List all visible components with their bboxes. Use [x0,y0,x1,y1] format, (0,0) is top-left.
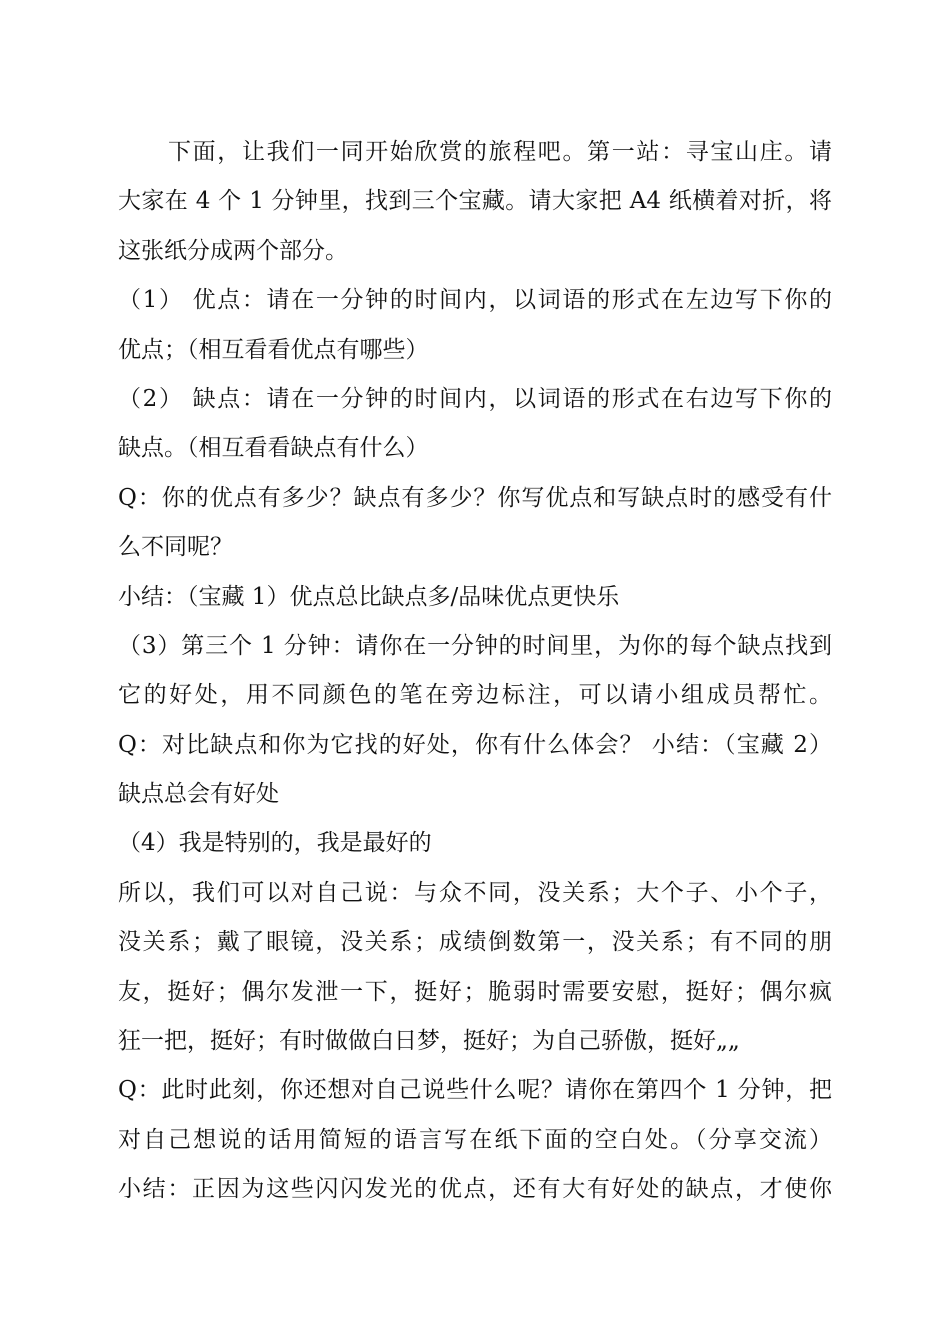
list-item-line: 优点；（相互看看优点有哪些） [118,336,429,363]
list-item-line: 缺点。（相互看看缺点有什么） [118,435,429,462]
list-item-line: （2） 缺点：请在一分钟的时间内，以词语的形式在右边写下你的 [118,385,832,412]
question-line: Q：对比缺点和你为它找的好处，你有什么体会？ 小结：（宝藏 2） [118,731,832,758]
paragraph-line: 大家在 4 个 1 分钟里，找到三个宝藏。请大家把 A4 纸横着对折，将 [118,188,832,215]
question-line: 对自己想说的话用简短的语言写在纸下面的空白处。（分享交流） [118,1126,832,1153]
paragraph-line: 友，挺好；偶尔发泄一下，挺好；脆弱时需要安慰，挺好；偶尔疯 [118,978,832,1005]
summary-line: 小结：（宝藏 1）优点总比缺点多/品味优点更快乐 [118,583,620,610]
summary-line: 小结：正因为这些闪闪发光的优点，还有大有好处的缺点，才使你 [118,1176,832,1203]
question-line: Q：此时此刻，你还想对自己说些什么呢？请你在第四个 1 分钟，把 [118,1077,832,1104]
paragraph-line: 下面，让我们一同开始欣赏的旅程吧。第一站：寻宝山庄。请 [168,139,832,165]
paragraph-line: 没关系；戴了眼镜，没关系；成绩倒数第一，没关系；有不同的朋 [118,929,832,956]
paragraph-line: 这张纸分成两个部分。 [118,237,348,264]
paragraph-line: 所以，我们可以对自己说：与众不同，没关系；大个子、小个子， [118,879,832,906]
paragraph-line: 狂一把，挺好；有时做做白日梦，挺好；为自己骄傲，挺好„„ [118,1028,740,1055]
document-body [118,128,832,1215]
question-line: 么不同呢？ [118,534,233,561]
list-item-line: （3）第三个 1 分钟：请你在一分钟的时间里，为你的每个缺点找到 [118,632,832,659]
summary-line: 缺点总会有好处 [118,781,279,808]
list-item-line: （4）我是特别的，我是最好的 [118,830,432,857]
list-item-line: 它的好处，用不同颜色的笔在旁边标注，可以请小组成员帮忙。 [118,682,832,709]
list-item-line: （1） 优点：请在一分钟的时间内，以词语的形式在左边写下你的 [118,287,832,314]
question-line: Q：你的优点有多少？缺点有多少？你写优点和写缺点时的感受有什 [118,484,832,511]
